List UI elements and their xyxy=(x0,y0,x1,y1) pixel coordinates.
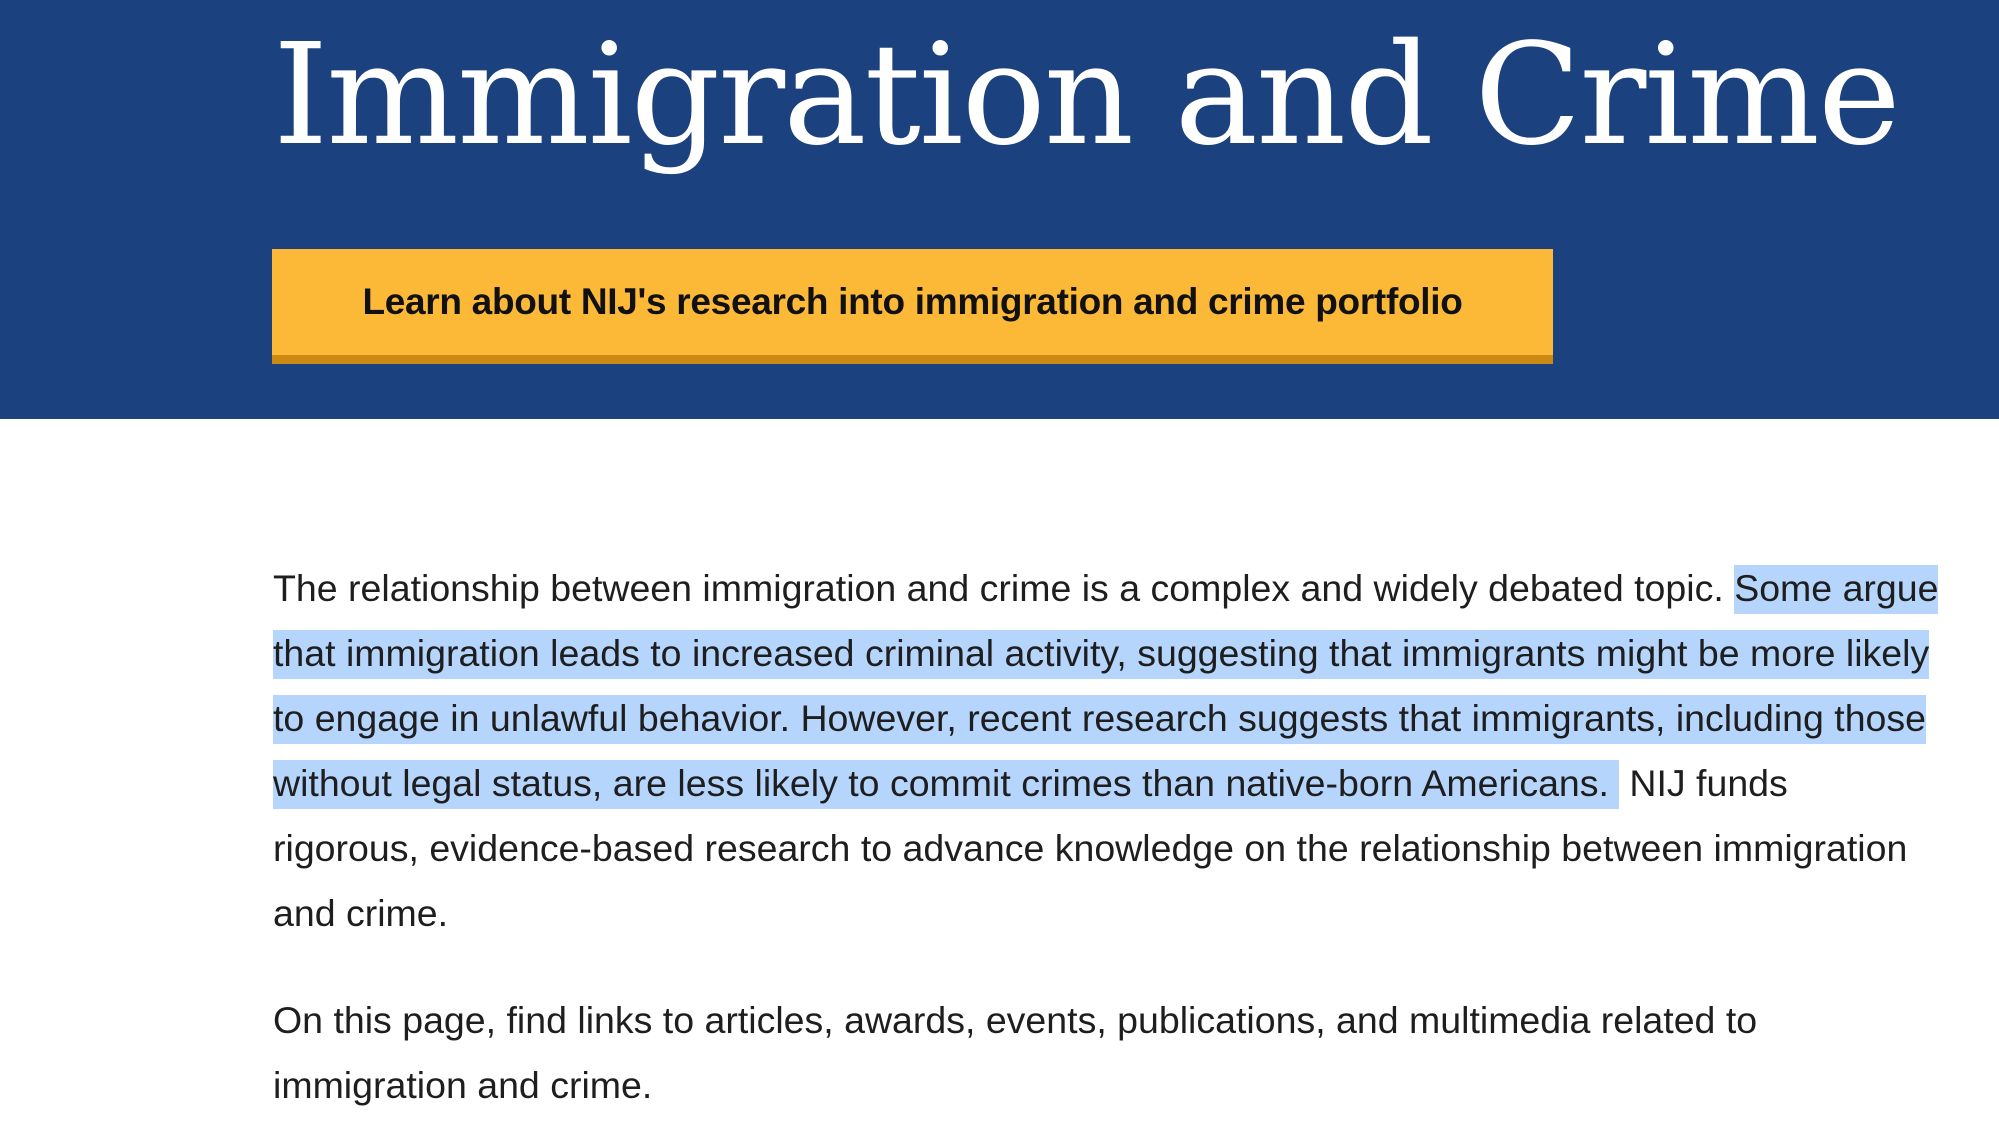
intro-lead-text: The relationship between immigration and crime is a complex and widely debated topic. xyxy=(273,567,1735,609)
page-title: Immigration and Crime xyxy=(273,14,1899,177)
portfolio-link-label: Learn about NIJ's research into immigration and crime portfolio xyxy=(362,281,1463,322)
page-links-paragraph: On this page, find links to articles, awards, events, publications, and multimedia related to immigration and crime. xyxy=(273,999,1758,1106)
page-hero xyxy=(0,0,1999,419)
portfolio-link-button[interactable] xyxy=(272,249,1553,364)
intro-paragraph[interactable] xyxy=(273,556,1943,946)
selected-text-highlight[interactable]: Some argue that immigration leads to increased criminal activity, suggesting that immigrants might be more likely to engage in unlawful behavior. However, recent research suggests that immigrants, including those without legal status, are less likely to commit crimes than native-born Americans. xyxy=(273,565,1938,809)
main-content xyxy=(273,556,1943,1118)
intro-trail-text: NIJ funds rigorous, evidence-based research to advance knowledge on the relationship between immigration and crime. xyxy=(273,762,1908,934)
